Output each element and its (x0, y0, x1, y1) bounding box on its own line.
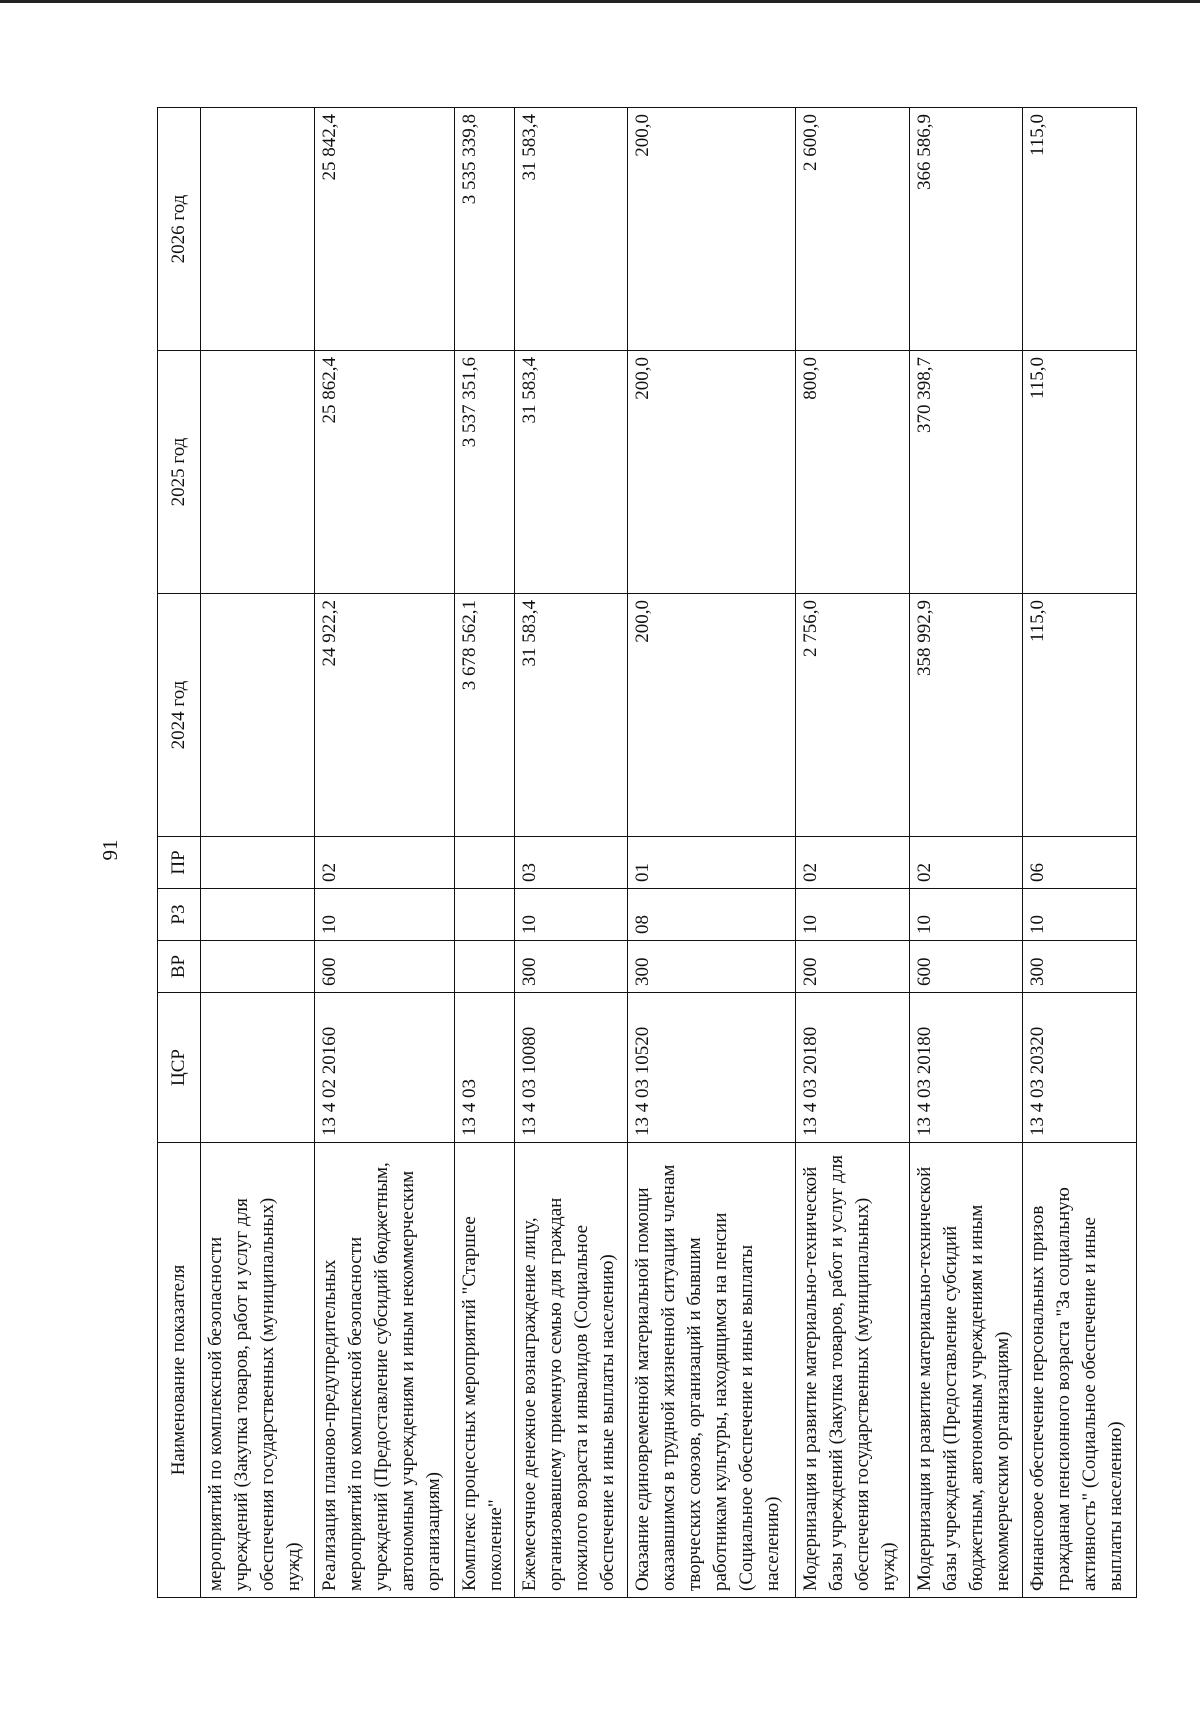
cell-rz: 10 (796, 889, 910, 941)
table-row (455, 108, 514, 1598)
header-row (158, 108, 201, 1598)
cell-2025: 3 537 351,6 (455, 351, 514, 594)
cell-pr: 01 (628, 837, 796, 889)
cell-name: Реализация планово-предупредительных мероприятий по комплексной безопасности учреждений (Предоставление субсидий бюджетным, автономным учреждениям и иным некоммерческим организациям) (314, 1143, 455, 1598)
cell-2024: 24 922,2 (314, 594, 455, 837)
cell-vr: 600 (314, 941, 455, 993)
cell-2024: 31 583,4 (514, 594, 628, 837)
cell-2026: 366 586,9 (909, 108, 1023, 351)
cell-csr: 13 4 03 10080 (514, 993, 628, 1143)
cell-rz: 10 (909, 889, 1023, 941)
header-rz: РЗ (158, 889, 201, 941)
cell-name: Ежемесячное денежное вознаграждение лицу, организовавшему приемную семью для граждан пожилого возраста и инвалидов (Социальное обеспечение и иные выплаты населению) (514, 1143, 628, 1598)
cell-name: Оказание единовременной материальной помощи оказавшимся в трудной жизненной ситуации членам творческих союзов, организаций и бывшим работникам культуры, находящимся на пенсии (Социальное обеспечение и иные выплаты населению) (628, 1143, 796, 1598)
header-csr: ЦСР (158, 993, 201, 1143)
cell-2026: 31 583,4 (514, 108, 628, 351)
cell-2024: 3 678 562,1 (455, 594, 514, 837)
cell-vr: 300 (1023, 941, 1137, 993)
table-row (796, 108, 910, 1598)
cell-name: Модернизация и развитие материально-технической базы учреждений (Предоставление субсидий бюджетным, автономным учреждениям и иным некоммерческим организациям) (909, 1143, 1023, 1598)
table-row (628, 108, 796, 1598)
cell-2026: 25 842,4 (314, 108, 455, 351)
cell-2026 (201, 108, 315, 351)
cell-name: Финансовое обеспечение персональных призов гражданам пенсионного возраста "За социальную активность" (Социальное обеспечение и иные выплаты населению) (1023, 1143, 1137, 1598)
cell-vr: 300 (514, 941, 628, 993)
cell-2024 (201, 594, 315, 837)
header-2025: 2025 год (158, 351, 201, 594)
cell-pr: 03 (514, 837, 628, 889)
header-pr: ПР (158, 837, 201, 889)
table-row (201, 108, 315, 1598)
cell-csr: 13 4 03 20180 (796, 993, 910, 1143)
cell-csr: 13 4 02 20160 (314, 993, 455, 1143)
cell-name: Модернизация и развитие материально-технической базы учреждений (Закупка товаров, работ и услуг для обеспечения государственных (муниципальных) нужд) (796, 1143, 910, 1598)
cell-pr: 06 (1023, 837, 1137, 889)
header-name: Наименование показателя (158, 1143, 201, 1598)
cell-2026: 200,0 (628, 108, 796, 351)
cell-2025: 31 583,4 (514, 351, 628, 594)
cell-rz (455, 889, 514, 941)
cell-csr: 13 4 03 10520 (628, 993, 796, 1143)
cell-2025: 800,0 (796, 351, 910, 594)
header-2026: 2026 год (158, 108, 201, 351)
cell-csr (201, 993, 315, 1143)
cell-rz: 08 (628, 889, 796, 941)
cell-csr: 13 4 03 20180 (909, 993, 1023, 1143)
cell-rz: 10 (314, 889, 455, 941)
cell-rz: 10 (1023, 889, 1137, 941)
cell-pr (201, 837, 315, 889)
cell-rz (201, 889, 315, 941)
cell-pr: 02 (796, 837, 910, 889)
page-number: 91 (97, 839, 122, 861)
table-header (158, 108, 201, 1598)
cell-pr (455, 837, 514, 889)
page-top-edge (0, 0, 1200, 3)
cell-2025: 200,0 (628, 351, 796, 594)
budget-table (157, 107, 1137, 1598)
cell-2026: 115,0 (1023, 108, 1137, 351)
cell-2025: 25 862,4 (314, 351, 455, 594)
cell-csr: 13 4 03 (455, 993, 514, 1143)
header-vr: ВР (158, 941, 201, 993)
table-row (1023, 108, 1137, 1598)
table-row (514, 108, 628, 1598)
cell-name: Комплекс процессных мероприятий "Старшее поколение" (455, 1143, 514, 1598)
cell-rz: 10 (514, 889, 628, 941)
cell-2024: 358 992,9 (909, 594, 1023, 837)
cell-pr: 02 (314, 837, 455, 889)
table-row (314, 108, 455, 1598)
cell-vr: 600 (909, 941, 1023, 993)
cell-2026: 3 535 339,8 (455, 108, 514, 351)
cell-csr: 13 4 03 20320 (1023, 993, 1137, 1143)
cell-pr: 02 (909, 837, 1023, 889)
cell-2024: 115,0 (1023, 594, 1137, 837)
table-body (201, 108, 1137, 1598)
cell-2025 (201, 351, 315, 594)
cell-2025: 370 398,7 (909, 351, 1023, 594)
header-2024: 2024 год (158, 594, 201, 837)
cell-vr (455, 941, 514, 993)
cell-vr (201, 941, 315, 993)
cell-vr: 200 (796, 941, 910, 993)
cell-2024: 200,0 (628, 594, 796, 837)
cell-vr: 300 (628, 941, 796, 993)
cell-2024: 2 756,0 (796, 594, 910, 837)
cell-2026: 2 600,0 (796, 108, 910, 351)
table-row (909, 108, 1023, 1598)
rotated-table-wrapper (157, 108, 1137, 1598)
cell-name: мероприятий по комплексной безопасности учреждений (Закупка товаров, работ и услуг для обеспечения государственных (муниципальных) нужд) (201, 1143, 315, 1598)
cell-2025: 115,0 (1023, 351, 1137, 594)
